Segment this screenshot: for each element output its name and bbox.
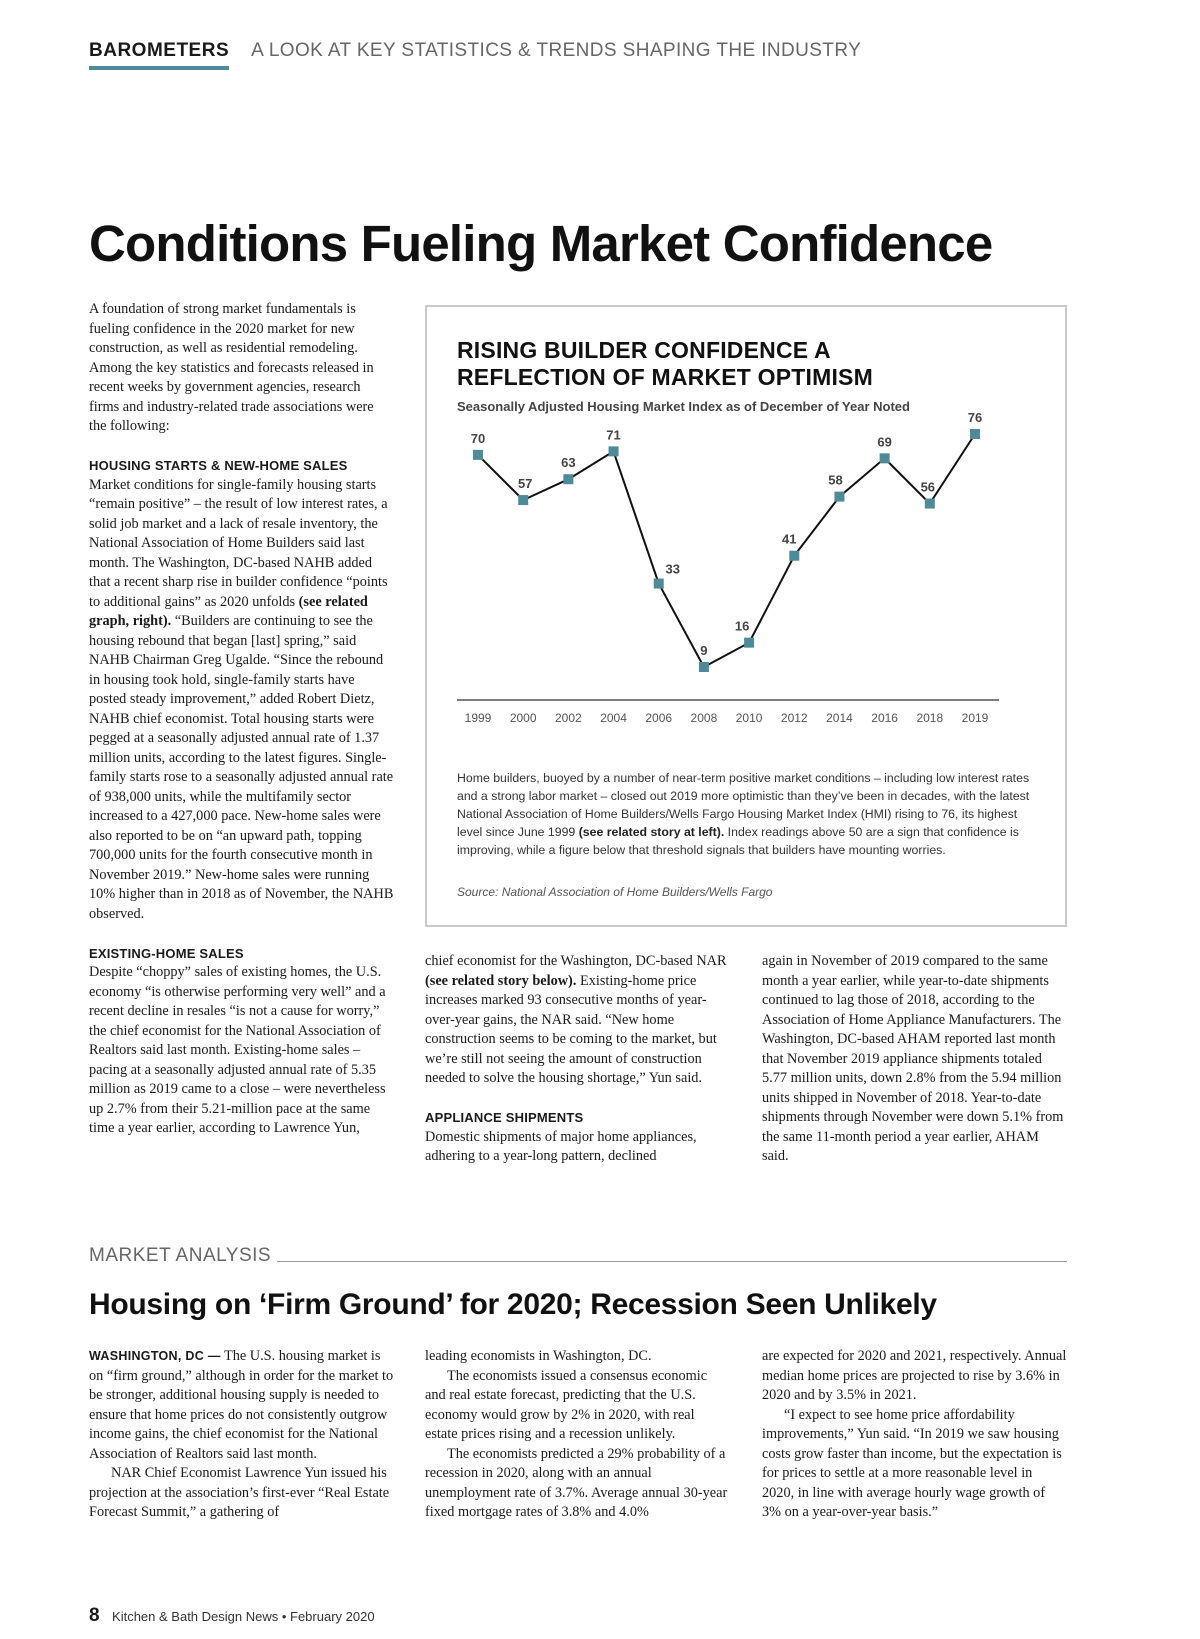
- story-paragraph-2: NAR Chief Economist Lawrence Yun issued his projection at the association’s first-ever “Real Estate Forecast Summit,” a gathering of: [89, 1465, 390, 1520]
- existing-cont-b: Existing-home price increases marked 93 consecutive months of year-over-year gains, the NAR said. “New home construction seems to be coming to the market, but we’re still not seeing the amount of construction needed to solve the housing shortage,” Yun said.: [425, 972, 717, 1086]
- data-label: 56: [920, 479, 936, 495]
- data-label: 71: [606, 427, 621, 443]
- story-paragraph-4: The economists issued a consensus economic and real estate forecast, predicting that the U.S. economy would grow by 2% in 2020, with real estate prices rising and a recession unlikely.: [425, 1367, 708, 1442]
- section-label: MARKET ANALYSIS: [89, 1245, 277, 1267]
- data-label: 69: [877, 434, 892, 450]
- article-title: Conditions Fueling Market Confidence: [89, 215, 993, 272]
- appliance-paragraph: Domestic shipments of major home appliances, adhering to a year-long pattern, declined: [425, 1128, 697, 1164]
- data-point: [744, 638, 754, 648]
- data-point: [563, 474, 573, 484]
- story-column-1: [89, 1347, 394, 1523]
- heading-housing-starts: HOUSING STARTS & NEW-HOME SALES: [89, 458, 348, 473]
- x-tick-label: 2016: [871, 711, 898, 725]
- line-chart: [427, 307, 1067, 777]
- chart-panel: [425, 305, 1067, 927]
- chart-caption: [457, 769, 1037, 859]
- data-label: 9: [700, 643, 708, 658]
- data-point: [925, 499, 935, 509]
- data-label: 70: [470, 430, 486, 446]
- story-paragraph-5: The economists predicted a 29% probability of a recession in 2020, along with an annual unemployment rate of 3.7%. Average annual 30-year fixed mortgage rates of 3.8% and 4.0%: [425, 1445, 728, 1520]
- data-point: [654, 579, 664, 589]
- x-tick-label: 2000: [509, 711, 537, 725]
- caption-text-b: Index readings above 50 are a sign that confidence is improving, while a figure below that threshold signals that builders have mounting worries.: [457, 825, 1019, 857]
- x-tick-label: 2018: [916, 711, 944, 725]
- story-text-1: The U.S. housing market is on “firm ground,” although in order for the market to be stronger, additional housing supply is needed to ensure that home prices do not consistently outgrow income gains, the chief economist for the National Association of Realtors said last month.: [89, 1348, 394, 1462]
- story-paragraph-6: are expected for 2020 and 2021, respectively. Annual median home prices are projected to rise by 3.6% in 2020 and by 3.5% in 2021.: [762, 1348, 1067, 1403]
- data-point: [970, 429, 980, 439]
- data-point: [473, 450, 483, 460]
- article-column-1: [89, 300, 394, 1139]
- dateline: WASHINGTON, DC —: [89, 1349, 221, 1363]
- data-point: [789, 551, 799, 561]
- data-label: 16: [734, 618, 750, 634]
- page-footer: [89, 1605, 375, 1627]
- chart-source: Source: National Association of Home Builders/Wells Fargo: [457, 885, 773, 899]
- data-point: [834, 492, 844, 502]
- story-reference: (see related story below).: [425, 972, 577, 989]
- story-column-3: [762, 1347, 1067, 1523]
- data-label: 63: [561, 455, 576, 471]
- series-line: [478, 434, 975, 667]
- data-point: [609, 446, 619, 456]
- data-label: 41: [782, 531, 797, 547]
- data-point: [880, 453, 890, 463]
- article-column-3: [762, 952, 1067, 1167]
- data-label: 57: [517, 476, 533, 492]
- story-column-2: [425, 1347, 730, 1523]
- data-point: [699, 662, 709, 672]
- story-paragraph-1: [89, 1347, 394, 1464]
- chart-title-line-2: REFLECTION OF MARKET OPTIMISM: [457, 364, 873, 390]
- chart-subtitle: Seasonally Adjusted Housing Market Index as of December of Year Noted: [457, 399, 910, 414]
- header-tagline: A LOOK AT KEY STATISTICS & TRENDS SHAPING THE INDUSTRY: [251, 40, 862, 61]
- existing-continued-paragraph: [425, 952, 730, 1089]
- existing-cont-a: chief economist for the Washington, DC-based NAR: [425, 953, 727, 969]
- x-tick-label: 1999: [464, 711, 492, 725]
- data-point: [518, 495, 528, 505]
- publication-info: Kitchen & Bath Design News • February 2020: [112, 1609, 375, 1624]
- section-kicker: BAROMETERS: [89, 40, 229, 70]
- x-tick-label: 2008: [690, 711, 718, 725]
- housing-paragraph: [89, 476, 394, 925]
- x-tick-label: 2014: [826, 711, 853, 725]
- page-header: [89, 40, 1089, 70]
- existing-paragraph: Despite “choppy” sales of existing homes, the U.S. economy “is otherwise performing very well” and a recent decline in resales “is not a cause for worry,” the chief economist for the National Association of Realtors said last month. Existing-home sales – pacing at a seasonally adjusted annual rate of 5.35 million as 2019 came to a close – were nevertheless up 2.7% from their 5.21-million pace at the same time a year earlier, according to Lawrence Yun,: [89, 964, 386, 1136]
- caption-reference: (see related story at left).: [578, 825, 725, 839]
- story-paragraph-7: “I expect to see home price affordability improvements,” Yun said. “In 2019 we saw housing costs grow faster than income, but the expectation is for prices to settle at a more reasonable level in 2020, in line with average hourly wage growth of 3% on a year-over-year basis.”: [762, 1406, 1062, 1520]
- data-label: 58: [828, 472, 843, 488]
- housing-text-b: “Builders are continuing to see the housing rebound that began [last] spring,” said NAHB Chairman Greg Ugalde. “Since the rebound in housing took hold, single-family starts have posted steady improvement,” added Robert Dietz, NAHB chief economist. Total housing starts were pegged at a seasonally adjusted annual rate of 1.37 million units, according to the latest figures. Single-family starts rose to a seasonally adjusted annual rate of 938,000 units, while the multifamily sector increased to a 427,000 pace. New-home sales were also reported to be on “an upward path, topping 700,000 units for the fourth consecutive month in November 2019.” New-home sales were running 10% higher than in 2018 as of November, the NAHB observed.: [89, 613, 394, 922]
- heading-existing-home: EXISTING-HOME SALES: [89, 945, 244, 961]
- page-number: 8: [89, 1605, 100, 1626]
- chart-title-line-1: RISING BUILDER CONFIDENCE A: [457, 337, 831, 363]
- intro-paragraph: A foundation of strong market fundamentals is fueling confidence in the 2020 market for new construction, as well as residential remodeling. Among the key statistics and forecasts released in recent weeks by government agencies, research firms and industry-related trade associations were the following:: [89, 301, 374, 434]
- data-label: 33: [665, 561, 680, 577]
- graph-reference: (see related graph, right).: [89, 593, 368, 629]
- x-tick-label: 2004: [600, 711, 627, 725]
- x-tick-label: 2010: [735, 711, 763, 725]
- data-label: 76: [967, 410, 983, 425]
- x-tick-label: 2002: [555, 711, 582, 725]
- x-tick-label: 2019: [961, 711, 989, 725]
- housing-text-a: Market conditions for single-family housing starts “remain positive” – the result of low interest rates, a solid job market and a lack of resale inventory, the National Association of Home Builders said last month. The Washington, DC-based NAHB added that a recent sharp rise in builder confidence “points to additional gains” as 2020 unfolds: [89, 476, 388, 610]
- appliance-continued-paragraph: again in November of 2019 compared to the same month a year earlier, while year-to-date shipments continued to lag those of 2018, according to the Association of Home Appliance Manufacturers. The Washington, DC-based AHAM reported last month that November 2019 appliance shipments totaled 5.77 million units, down 2.8% from the 5.94 million units shipped in November of 2018. Year-to-date shipments through November were down 5.1% from the same 11-month period a year earlier, AHAM said.: [762, 953, 1064, 1164]
- story-title: Housing on ‘Firm Ground’ for 2020; Recession Seen Unlikely: [89, 1288, 937, 1321]
- x-tick-label: 2006: [645, 711, 673, 725]
- caption-text-a: Home builders, buoyed by a number of near-term positive market conditions – including low interest rates and a strong labor market – closed out 2019 more optimistic than they’ve been in decades, with the latest National Association of Home Builders/Wells Fargo Housing Market Index (HMI) rising to 76, its highest level since June 1999: [457, 771, 1030, 839]
- story-paragraph-3: leading economists in Washington, DC.: [425, 1348, 652, 1364]
- heading-appliance: APPLIANCE SHIPMENTS: [425, 1110, 584, 1125]
- x-tick-label: 2012: [780, 711, 808, 725]
- article-column-2: [425, 952, 730, 1167]
